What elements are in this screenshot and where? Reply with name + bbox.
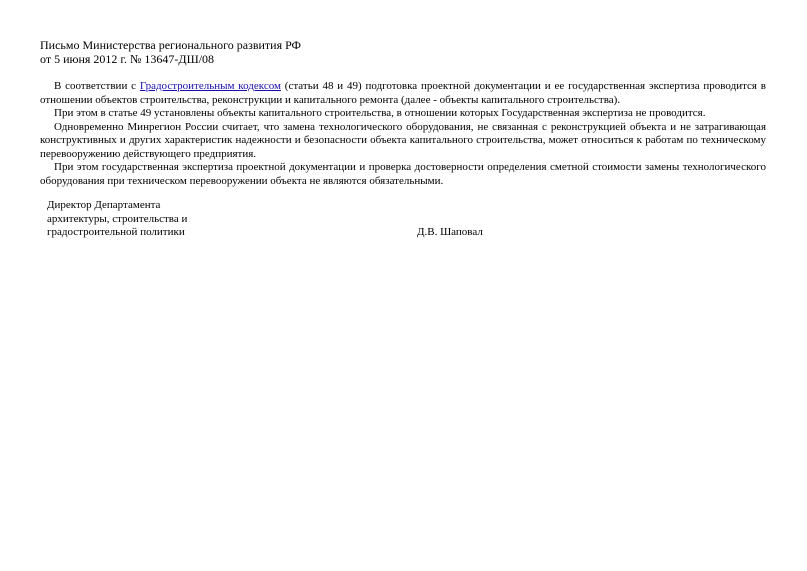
signer-title-line1: Директор Департамента bbox=[47, 199, 161, 211]
paragraph-3: Одновременно Минрегион России считает, что замена технологического оборудования, не связанная с реконструкцией объекта и не затрагивающая конструктивных и других характеристик надежности и безопасности объекта капитального строительства, может относиться к работам по техническому перевооружению действующего предприятия. bbox=[40, 120, 766, 160]
document-title-line2: от 5 июня 2012 г. № 13647-ДШ/08 bbox=[40, 52, 215, 66]
document-title-line1: Письмо Министерства регионального развития РФ bbox=[40, 38, 302, 52]
paragraph-1-start: В соответствии с bbox=[54, 80, 140, 92]
signer-title-line3: градостроительной политики bbox=[47, 226, 185, 238]
urban-planning-code-link[interactable]: Градостроительным кодексом bbox=[139, 80, 281, 92]
paragraph-4: При этом государственная экспертиза проектной документации и проверка достоверности определения сметной стоимости замены технологического оборудования при техническом перевооружении объекта не являются обязательными. bbox=[40, 161, 766, 187]
paragraph-2: При этом в статье 49 установлены объекты капитального строительства, в отношении которых Государственная экспертиза не проводится. bbox=[54, 107, 706, 119]
document-body bbox=[40, 80, 766, 188]
signer-name: Д.В. Шаповал bbox=[417, 226, 483, 238]
signer-title-line3-row bbox=[47, 226, 547, 240]
signature-block bbox=[47, 199, 547, 240]
paragraph-1 bbox=[40, 80, 766, 107]
signer-title-line2: архитектуры, строительства и bbox=[47, 212, 188, 225]
document-page bbox=[40, 38, 766, 188]
paragraph-1-end: (статьи 48 и 49) подготовка проектной документации и ее государственная экспертиза проводится в отношении объектов строительства, реконструкции и капитального ремонта (далее - объекты капитального строительства). bbox=[40, 80, 767, 106]
